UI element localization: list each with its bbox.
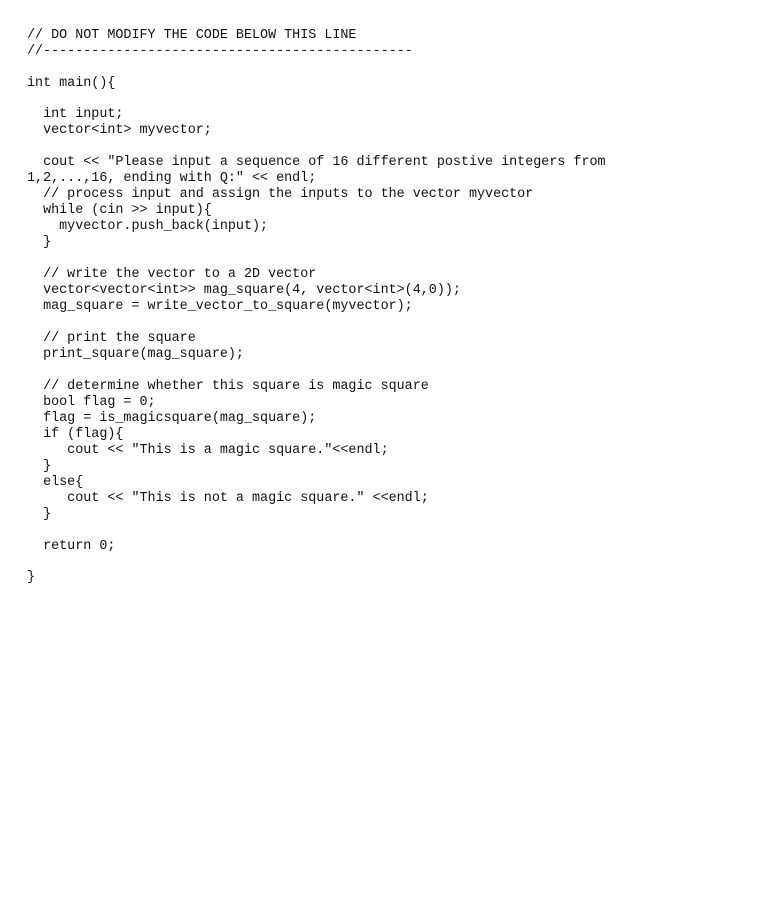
code-line: else{: [27, 475, 84, 491]
blank-line: [27, 92, 767, 108]
code-line: // process input and assign the inputs to the vector myvector: [27, 187, 534, 203]
code-line: // write the vector to a 2D vector: [27, 267, 317, 283]
code-line: flag = is_magicsquare(mag_square);: [27, 410, 317, 426]
code-line: vector<vector<int>> mag_square(4, vector<int>(4,0));: [27, 283, 461, 299]
blank-line: [27, 523, 767, 539]
code-line: }: [27, 570, 36, 586]
code-line: int input;: [27, 107, 124, 123]
blank-line: [27, 363, 767, 379]
blank-line: [27, 315, 767, 331]
blank-line: [27, 139, 767, 155]
code-line: cout << "This is a magic square."<<endl;: [27, 442, 389, 458]
code-line: // DO NOT MODIFY THE CODE BELOW THIS LINE: [27, 28, 357, 43]
blank-line: [27, 60, 767, 76]
code-line: cout << "This is not a magic square." <<endl;: [27, 491, 429, 507]
code-line: }: [27, 507, 52, 523]
code-line: vector<int> myvector;: [27, 123, 212, 139]
code-line: mag_square = write_vector_to_square(myvector);: [27, 299, 413, 315]
code-line: cout << "Please input a sequence of 16 different postive integers from: [27, 154, 606, 170]
code-line: while (cin >> input){: [27, 203, 212, 219]
code-line: // print the square: [27, 330, 196, 346]
code-line: // determine whether this square is magic square: [27, 378, 429, 394]
code-listing: [27, 28, 767, 587]
code-line: }: [27, 235, 52, 251]
code-line: 1,2,...,16, ending with Q:" << endl;: [27, 171, 317, 187]
blank-line: [27, 555, 767, 571]
code-line: myvector.push_back(input);: [27, 219, 269, 235]
code-line: print_square(mag_square);: [27, 346, 244, 362]
code-line: return 0;: [27, 538, 116, 554]
code-line: bool flag = 0;: [27, 394, 156, 410]
code-line: int main(){: [27, 75, 116, 91]
code-line: if (flag){: [27, 426, 124, 442]
code-line: }: [27, 458, 52, 474]
code-line: //----------------------------------------------: [27, 44, 413, 60]
blank-line: [27, 252, 767, 268]
